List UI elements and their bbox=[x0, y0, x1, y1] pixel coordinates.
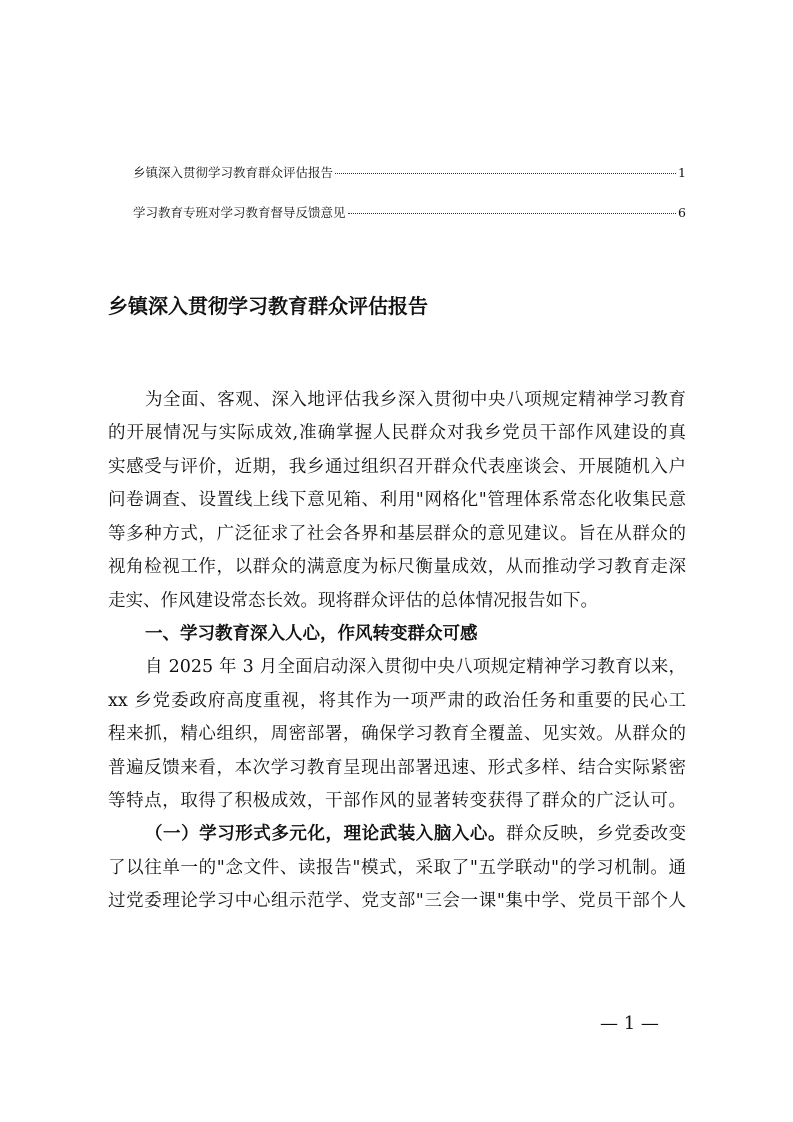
toc-entry[interactable] bbox=[133, 203, 686, 221]
paragraph-line: 过党委理论学习中心组示范学、党支部"三会一课"集中学、党员干部个人 bbox=[108, 891, 686, 911]
toc-title: 乡镇深入贯彻学习教育群众评估报告 bbox=[133, 165, 334, 180]
page-number: — 1 — bbox=[600, 1013, 659, 1034]
paragraph-line: xx 乡党委政府高度重视，将其作为一项严肃的政治任务和重要的民心工 bbox=[108, 691, 686, 711]
paragraph-line: 问卷调查、设置线上线下意见箱、利用"网格化"管理体系常态化收集民意 bbox=[108, 490, 686, 510]
paragraph-line: 等多种方式，广泛征求了社会各界和基层群众的意见建议。旨在从群众的 bbox=[108, 524, 686, 544]
toc-page: 1 bbox=[678, 165, 686, 180]
paragraph-line bbox=[145, 822, 686, 846]
document-title: 乡镇深入贯彻学习教育群众评估报告 bbox=[108, 294, 428, 318]
paragraph-line: 自 2025 年 3 月全面启动深入贯彻中央八项规定精神学习教育以来， bbox=[145, 657, 686, 677]
paragraph-line: 的开展情况与实际成效,准确掌握人民群众对我乡党员干部作风建设的真 bbox=[108, 423, 686, 443]
paragraph-line: 视角检视工作，以群众的满意度为标尺衡量成效，从而推动学习教育走深 bbox=[108, 557, 686, 577]
subheading: （一）学习形式多元化，理论武装入脑入心。 bbox=[145, 824, 507, 844]
toc-leader bbox=[335, 173, 676, 174]
paragraph-text: 群众反映，乡党委改变 bbox=[506, 824, 686, 844]
paragraph-line: 程来抓，精心组织，周密部署，确保学习教育全覆盖、见实效。从群众的 bbox=[108, 724, 686, 744]
paragraph-line: 了以往单一的"念文件、读报告"模式，采取了"五学联动"的学习机制。通 bbox=[108, 858, 686, 878]
paragraph-line: 普遍反馈来看，本次学习教育呈现出部署迅速、形式多样、结合实际紧密 bbox=[108, 758, 686, 778]
paragraph-line: 等特点，取得了积极成效，干部作风的显著转变获得了群众的广泛认可。 bbox=[108, 791, 686, 811]
toc-page: 6 bbox=[678, 205, 686, 220]
toc-leader bbox=[348, 213, 677, 214]
paragraph-line: 实感受与评价，近期，我乡通过组织召开群众代表座谈会、开展随机入户 bbox=[108, 457, 686, 477]
toc-title: 学习教育专班对学习教育督导反馈意见 bbox=[133, 205, 346, 220]
section-heading: 一、学习教育深入人心，作风转变群众可感 bbox=[145, 624, 478, 644]
paragraph-line: 走实、作风建设常态长效。现将群众评估的总体情况报告如下。 bbox=[108, 591, 598, 611]
paragraph-line: 为全面、客观、深入地评估我乡深入贯彻中央八项规定精神学习教育 bbox=[145, 390, 686, 410]
toc-entry[interactable] bbox=[133, 163, 686, 181]
